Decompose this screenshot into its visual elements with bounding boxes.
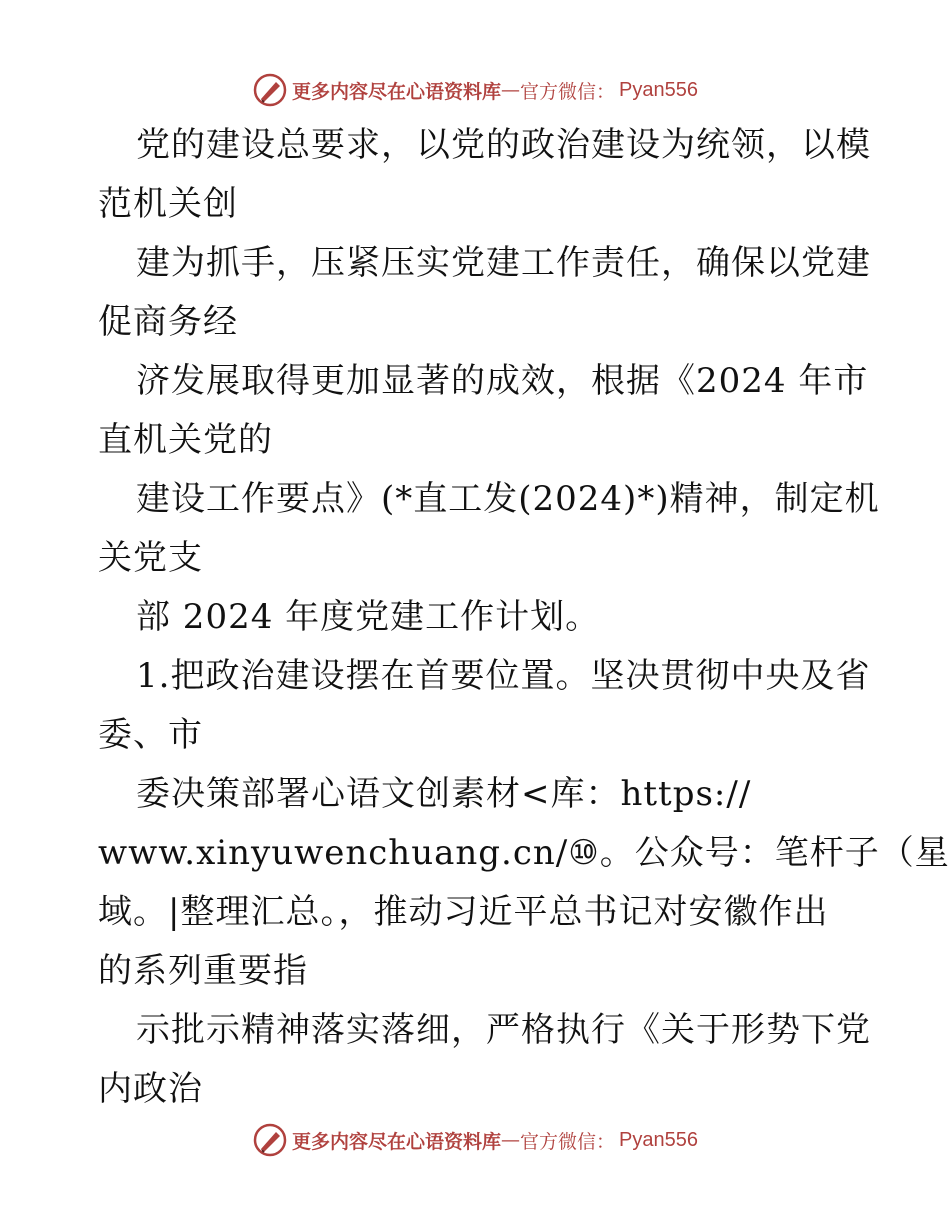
text-line: 的系列重要指 (98, 951, 308, 991)
text-line: 范机关创 (98, 184, 238, 224)
text-line: 建为抓手，压紧压实党建工作责任，确保以党建 (136, 243, 871, 283)
text-line: www.xinyuwenchuang.cn/⑩。公众号：笔杆子（星 (98, 833, 950, 873)
text-line: 济发展取得更加显著的成效，根据《2024 年市 (136, 361, 869, 401)
text-line: 1.把政治建设摆在首要位置。坚决贯彻中央及省 (136, 656, 871, 696)
text-line: 关党支 (98, 538, 203, 578)
text-line: 域。|整理汇总。，推动习近平总书记对安徽作出 (98, 892, 829, 932)
banner-wechat-label: 官方微信： (520, 1130, 616, 1153)
text-line: 内政治 (98, 1069, 203, 1109)
text-line: 直机关党的 (98, 420, 273, 460)
pen-logo-icon (252, 72, 288, 108)
banner-dash: — (501, 1129, 521, 1151)
banner-wechat-id: Pyan556 (619, 1128, 698, 1151)
banner-wechat-id: Pyan556 (619, 78, 698, 101)
document-body (98, 116, 950, 1119)
text-line: 委决策部署心语文创素材<库：https:// (136, 774, 752, 814)
text-line: 促商务经 (98, 302, 238, 342)
text-line: 建设工作要点》(*直工发(2024)*)精神，制定机 (136, 479, 880, 519)
text-line: 党的建设总要求，以党的政治建设为统领，以模 (136, 125, 871, 165)
banner-dash: — (501, 79, 521, 101)
footer-banner (0, 1118, 950, 1162)
pen-logo-icon (252, 1122, 288, 1158)
text-line: 部 2024 年度党建工作计划。 (136, 597, 601, 637)
banner-wechat-label: 官方微信： (520, 80, 616, 103)
banner-text: 更多内容尽在心语资料库 (292, 1130, 502, 1153)
header-banner (0, 68, 950, 112)
text-line: 委、市 (98, 715, 203, 755)
banner-text: 更多内容尽在心语资料库 (292, 80, 502, 103)
text-line: 示批示精神落实落细，严格执行《关于形势下党 (136, 1010, 871, 1050)
